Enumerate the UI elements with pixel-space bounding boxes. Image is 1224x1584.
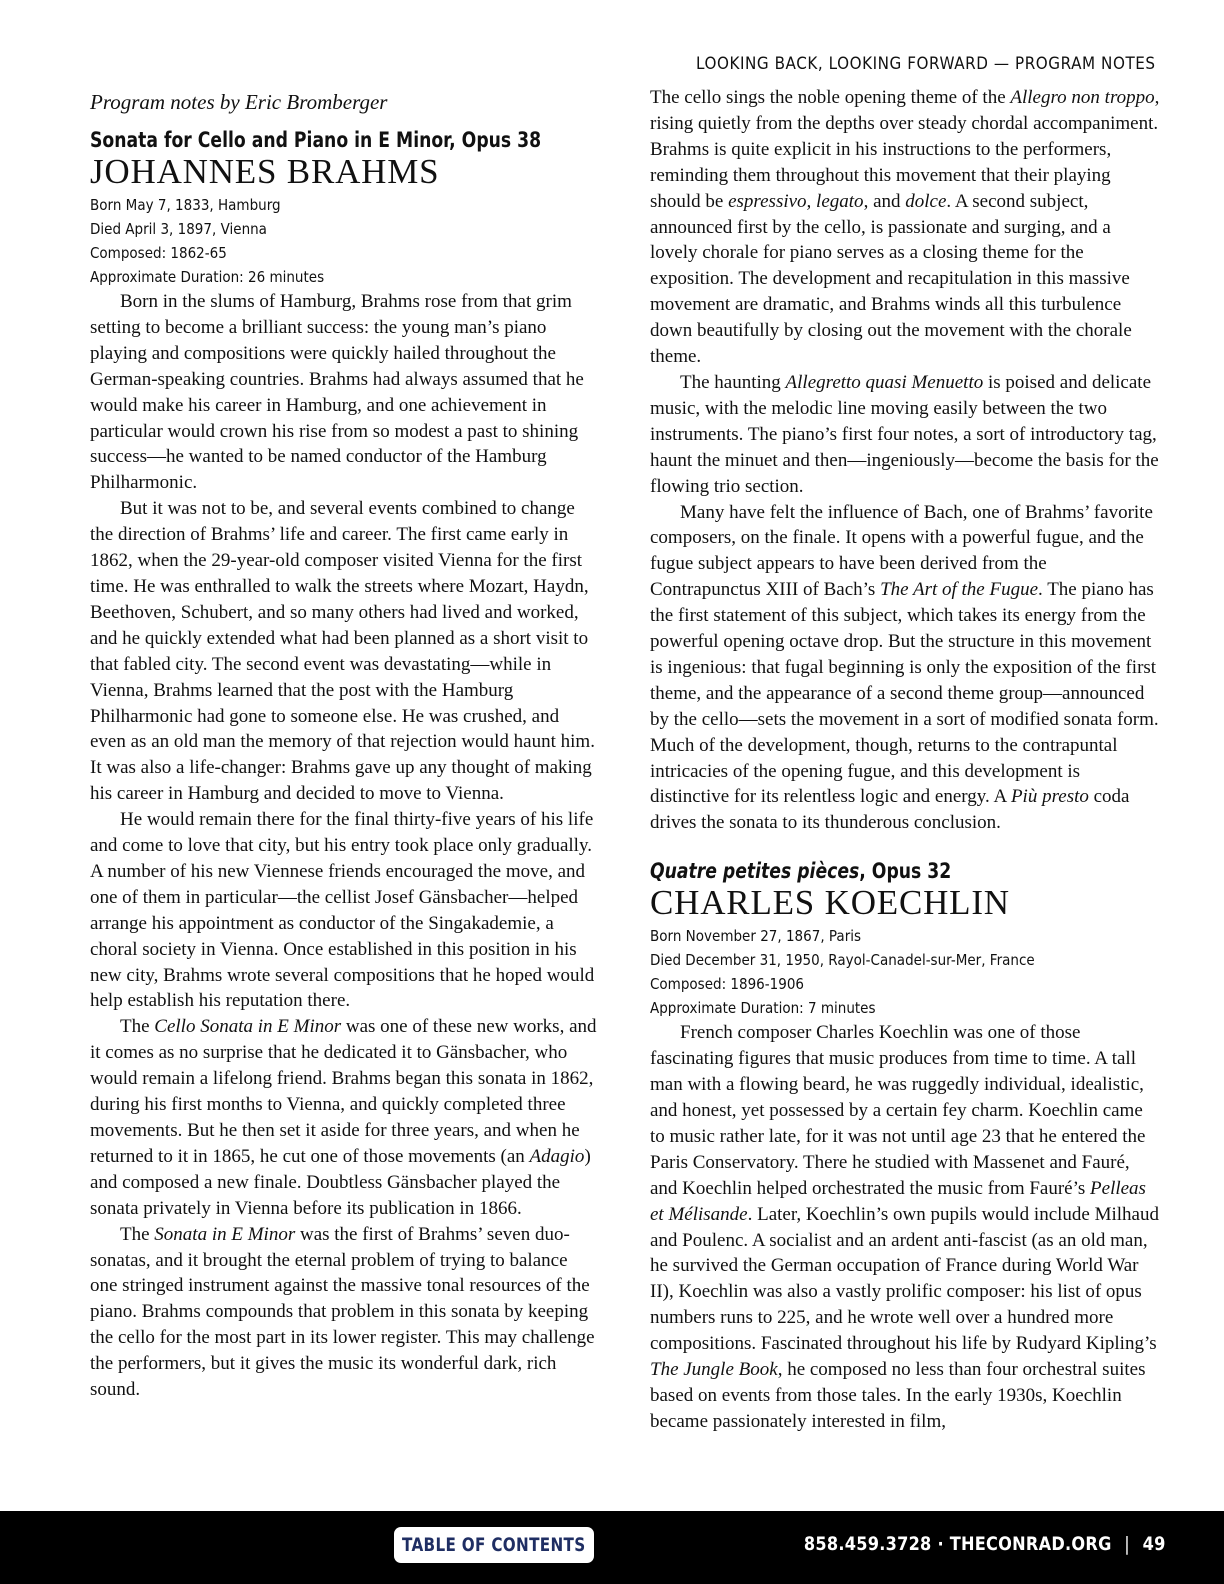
byline: Program notes by Eric Bromberger bbox=[90, 90, 388, 114]
koechlin-paragraph-1 bbox=[650, 1020, 1160, 1435]
brahms-paragraph-3: He would remain there for the final thirty-five years of his life and come to love that city, but his entry took place only gradually. A number of his new Viennese friends encouraged the move, and one of them in particular—the cellist Josef Gänsbacher—helped arrange his appointment as conductor of the Singakademie, a choral society in Vienna. Once established in this position in his new city, Brahms wrote several compositions that he hoped would help establish his reputation there. bbox=[90, 809, 595, 1012]
tempo-marking-inline: Più presto bbox=[1010, 786, 1089, 808]
tempo-marking-inline: espressivo, legato bbox=[728, 190, 864, 212]
text-run: is poised and delicate music, with the melodic line moving easily between the two instruments. The piano’s first four notes, a sort of introductory tag, haunt the minuet and then—ingeniously—become the basis for the flowing trio section. bbox=[650, 371, 1159, 497]
brahms-composer-name: JOHANNES BRAHMS bbox=[90, 152, 440, 191]
work-title-italic: Quatre petites pièces bbox=[650, 859, 860, 884]
work-title-inline: Pelleas et Mélisande bbox=[650, 1177, 1146, 1225]
work-title-inline: The Art of the Fugue bbox=[880, 579, 1039, 601]
movement-title-inline: Allegretto quasi Menuetto bbox=[785, 371, 984, 393]
tempo-marking-inline: dolce bbox=[905, 190, 947, 212]
footer-bar bbox=[0, 1511, 1224, 1584]
text-run: Many have felt the influence of Bach, one of Brahms’ favorite composers, on the finale. It opens with a powerful fugue, and the fugue subject appears to have been derived from the Contrapunctus XIII of Bach’s bbox=[650, 501, 1153, 601]
koechlin-work-title bbox=[650, 858, 1068, 884]
left-column bbox=[90, 85, 598, 1403]
toc-label: TABLE OF CONTENTS bbox=[402, 1534, 586, 1556]
table-of-contents-button[interactable] bbox=[394, 1527, 594, 1563]
koechlin-born: Born November 27, 1867, Paris bbox=[650, 927, 862, 946]
work-title-inline: Sonata in E Minor bbox=[154, 1223, 296, 1245]
brahms-paragraph-6 bbox=[650, 85, 1160, 370]
running-header: LOOKING BACK, LOOKING FORWARD — PROGRAM NOTES bbox=[696, 54, 1156, 73]
text-run: was the first of Brahms’ seven duo-sonatas, and it brought the eternal problem of trying to balance one stringed instrument against the massive tonal resources of the piano. Brahms compounds that problem in this sonata by keeping the cello for the most part in its lower register. This may challenge the performers, but it gives the music its wonderful dark, rich sound. bbox=[90, 1223, 595, 1401]
koechlin-died: Died December 31, 1950, Rayol-Canadel-sur-Mer, France bbox=[650, 951, 1035, 970]
text-run: was one of these new works, and it comes as no surprise that he dedicated it to Gänsbacher, who would remain a lifelong friend. Brahms began this sonata in 1862, during his first months to Vienna, and quickly completed three movements. But he then set it aside for three years, and when he returned to it in 1865, he cut one of those movements (an bbox=[90, 1016, 597, 1167]
work-title-rest: , Opus 32 bbox=[859, 859, 952, 884]
text-run: , rising quietly from the depths over steady chordal accompaniment. Brahms is quite explicit in his instructions to the performers, reminding them throughout this movement that their playing should be bbox=[650, 87, 1160, 212]
text-run: coda drives the sonata to its thunderous conclusion. bbox=[650, 786, 1130, 834]
brahms-composed: Composed: 1862-65 bbox=[90, 244, 227, 262]
text-run: . The piano has the first statement of this subject, which takes its energy from the powerful opening octave drop. But the structure in this movement is ingenious: that fugal beginning is only the exposition of the first theme, and the appearance of a second theme group—announced by the cello—sets the movement in a sort of modified sonata form. Much of the development, though, returns to the contrapuntal intricacies of the opening fugue, and this development is distinctive for its relentless logic and energy. A bbox=[650, 579, 1159, 808]
divider: | bbox=[1124, 1533, 1131, 1555]
movement-title-inline: Adagio bbox=[529, 1145, 585, 1167]
text-run: The cello sings the noble opening theme of the bbox=[650, 87, 1011, 108]
page-number: 49 bbox=[1143, 1533, 1166, 1555]
koechlin-duration: Approximate Duration: 7 minutes bbox=[650, 999, 876, 1018]
work-title-inline: The Jungle Book bbox=[650, 1359, 778, 1381]
text-run: . Later, Koechlin’s own pupils would include Milhaud and Poulenc. A socialist and an ardent anti-fascist (as an old man, he survived the German occupation of France during World War II), Koechlin was also a vastly prolific composer: his list of opus numbers runs to 225, and he wrote well over a hundred more compositions. Fascinated throughout his life by Rudyard Kipling’s bbox=[650, 1203, 1159, 1355]
brahms-died: Died April 3, 1897, Vienna bbox=[90, 220, 267, 238]
text-run: The bbox=[120, 1223, 155, 1245]
koechlin-composed: Composed: 1896-1906 bbox=[650, 975, 804, 994]
work-title-inline: Cello Sonata in E Minor bbox=[154, 1016, 342, 1038]
text-run: The bbox=[120, 1016, 155, 1038]
brahms-duration: Approximate Duration: 26 minutes bbox=[90, 268, 325, 286]
brahms-paragraph-7 bbox=[650, 370, 1160, 500]
website-link[interactable]: THECONRAD.ORG bbox=[950, 1533, 1112, 1555]
text-run: , and bbox=[863, 190, 906, 212]
phone-number: 858.459.3728 bbox=[804, 1533, 932, 1555]
brahms-paragraph-5 bbox=[90, 1222, 598, 1403]
brahms-paragraph-1: Born in the slums of Hamburg, Brahms rose from that grim setting to become a brilliant success: the young man’s piano playing and compositions were quickly hailed throughout the German-speaking countries. Brahms had always assumed that he would make his career in Hamburg, and one achievement in particular would crown his rise from so modest a past to shining success—he wanted to be named conductor of the Hamburg Philharmonic. bbox=[90, 291, 584, 494]
footer-contact bbox=[804, 1533, 1166, 1555]
movement-title-inline: Allegro non troppo bbox=[1010, 87, 1155, 108]
brahms-work-title: Sonata for Cello and Piano in E Minor, Opus 38 bbox=[90, 128, 542, 152]
text-run: French composer Charles Koechlin was one of those fascinating figures that music produces from time to time. A tall man with a flowing beard, he was ruggedly individual, idealistic, and honest, yet possessed by a certain fey charm. Koechlin came to music rather late, for it was not until age 23 that he entered the Paris Conservatory. There he studied with Massenet and Fauré, and Koechlin helped orchestrated the music from Fauré’s bbox=[650, 1022, 1146, 1199]
brahms-born: Born May 7, 1833, Hamburg bbox=[90, 196, 281, 214]
section-gap bbox=[650, 836, 1160, 858]
dot-separator: · bbox=[937, 1533, 945, 1555]
brahms-paragraph-2: But it was not to be, and several events combined to change the direction of Brahms’ life and career. The first came early in 1862, when the 29-year-old composer visited Vienna for the first time. He was enthralled to walk the streets where Mozart, Haydn, Beethoven, Schubert, and so many others had lived and worked, and he quickly extended what had been planned as a short visit to that fabled city. The second event was devastating—while in Vienna, Brahms learned that the post with the Hamburg Philharmonic had gone to someone else. He was crushed, and even as an old man the memory of that rejection would haunt him. It was also a life-changer: Brahms gave up any thought of making his career in Hamburg and decided to move to Vienna. bbox=[90, 498, 595, 805]
text-run: , he composed no less than four orchestral suites based on events from those tales. In the early 1930s, Koechlin became passionately interested in film, bbox=[650, 1359, 1146, 1432]
brahms-paragraph-4 bbox=[90, 1014, 598, 1221]
right-column bbox=[650, 85, 1160, 1435]
text-run: ) and composed a new finale. Doubtless Gänsbacher played the sonata privately in Vienna before its publication in 1866. bbox=[90, 1145, 591, 1219]
brahms-paragraph-8 bbox=[650, 500, 1160, 837]
text-run: The haunting bbox=[680, 371, 786, 393]
koechlin-composer-name: CHARLES KOECHLIN bbox=[650, 883, 1010, 923]
text-run: . A second subject, announced first by the cello, is passionate and surging, and a lovely chorale for piano serves as a closing theme for the exposition. The development and recapitulation in this massive movement are dramatic, and Brahms winds all this turbulence down beautifully by closing out the movement with the chorale theme. bbox=[650, 190, 1132, 368]
